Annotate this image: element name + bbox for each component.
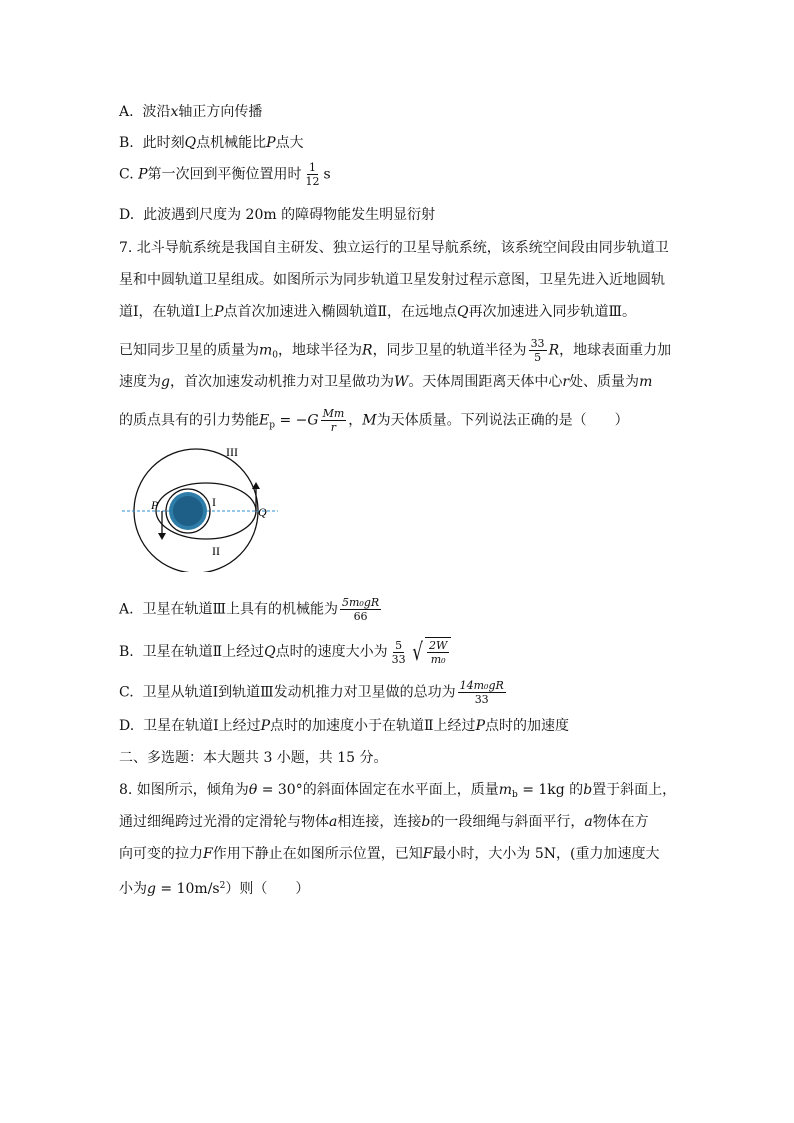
fraction-numerator: 5 (395, 638, 403, 652)
q8-stem-line-4 (119, 876, 309, 899)
fraction-denominator: 33 (391, 652, 406, 666)
text: = − (275, 412, 308, 429)
text: ， (348, 412, 363, 429)
fraction (458, 679, 506, 706)
text: 作用下静止在如图所示位置，已知 (212, 846, 423, 862)
option-text: 卫星在轨道Ⅲ上具有的机械能为 (142, 601, 338, 618)
fraction-denominator: 5 (534, 351, 542, 364)
text: 点首次加速进入椭圆轨道Ⅱ，在远地点 (223, 304, 457, 320)
fraction-numerator: 33 (530, 337, 545, 350)
text: ，地球半径为 (278, 342, 363, 359)
variable: F (203, 846, 213, 862)
text: ，地球表面重力加 (559, 342, 672, 359)
option-text: 卫星在轨道Ⅰ上经过 (143, 718, 261, 734)
option-text: 点时的速度大小为 (275, 644, 388, 660)
variable: P (138, 166, 148, 183)
text: 处、质量为 (569, 374, 640, 390)
variable: m (259, 342, 273, 359)
variable: G (307, 412, 319, 429)
option-text: 点时的加速度 (484, 718, 569, 734)
q6-option-d (119, 205, 435, 225)
text: 的一段细绳与斜面平行， (430, 814, 585, 830)
option-text: 卫星从轨道Ⅰ到轨道Ⅲ发动机推力对卫星做的总功为 (142, 684, 456, 701)
text: ，首次加速发动机推力对卫星做功为 (169, 374, 394, 390)
text: 8. 如图所示，倾角为 (119, 782, 249, 798)
option-label: C. (119, 684, 134, 701)
text: 道Ⅰ，在轨道Ⅰ上 (119, 304, 215, 320)
fraction-numerator: Mm (322, 407, 345, 420)
variable: Q (184, 135, 197, 151)
variable: a (584, 814, 593, 830)
text: 相连接，连接 (337, 814, 422, 830)
variable: g (161, 374, 170, 390)
label-III: III (226, 445, 238, 459)
unit: s (323, 166, 331, 183)
q7-stem-line-4 (119, 337, 671, 366)
section-heading: 二、多选题：本大题共 3 小题，共 15 分。 (119, 750, 388, 766)
fraction (340, 596, 381, 623)
q7-option-b (119, 637, 451, 667)
text: 速度为 (119, 374, 161, 390)
q7-stem-line-2: 星和中圆轨道卫星组成。如图所示为同步轨道卫星发射过程示意图，卫星先进入近地圆轨 (119, 272, 665, 288)
subscript: p (269, 420, 275, 431)
radical-icon: √ (411, 638, 423, 666)
text: 。天体周围距离天体中心 (408, 374, 563, 390)
q7-option-a (119, 596, 383, 623)
variable: Q (264, 644, 276, 660)
option-label: D. (119, 718, 135, 734)
superscript: 2 (219, 881, 226, 891)
text: = 10m/s (155, 881, 220, 897)
text: 小为 (119, 881, 147, 897)
option-label: B. (119, 135, 134, 151)
text: 最小时，大小为 5N，(重力加速度大 (432, 846, 660, 862)
q6-option-c (119, 161, 331, 188)
square-root (410, 637, 452, 667)
orbit-diagram (118, 440, 290, 572)
variable: g (147, 881, 156, 897)
text: = 30°的斜面体固定在水平面上，质量 (257, 782, 499, 798)
text: 为天体质量。下列说法正确的是（ ） (376, 412, 629, 429)
option-text: 第一次回到平衡位置用时 (147, 166, 302, 183)
option-label: B. (119, 644, 134, 660)
fraction-numerator: 2W (428, 639, 448, 652)
text: = 1kg 的 (517, 782, 584, 798)
variable: W (393, 374, 409, 390)
q7-stem-line-3 (119, 302, 636, 322)
q7-stem-line-6 (119, 407, 629, 436)
variable: r (562, 374, 570, 390)
variable: P (214, 304, 224, 320)
q8-stem-line-2 (119, 812, 649, 832)
label-P: P (151, 498, 159, 512)
option-text: 波沿 (142, 104, 171, 120)
fraction (529, 337, 547, 364)
variable: m (639, 374, 653, 390)
fraction-numerator: 5m₀gR (341, 596, 380, 609)
fraction-denominator: 33 (474, 693, 489, 706)
q7-option-c (119, 679, 508, 706)
fraction-denominator: m₀ (430, 653, 446, 666)
variable: R (362, 342, 373, 359)
earth-core (173, 496, 203, 526)
q6-option-b (119, 133, 304, 153)
option-label: A. (119, 104, 134, 120)
option-text: 点机械能比 (196, 135, 267, 151)
subscript: 0 (272, 350, 279, 361)
variable: Q (457, 304, 469, 320)
label-I: I (212, 495, 216, 509)
text: 再次加速进入同步轨道Ⅲ。 (468, 304, 636, 320)
variable: M (362, 412, 377, 429)
variable: b (583, 782, 593, 798)
variable: F (422, 846, 433, 862)
variable: θ (248, 782, 258, 798)
fraction-denominator: 66 (353, 610, 368, 623)
option-text: 点时的加速度小于在轨道Ⅱ上经过 (270, 718, 476, 734)
text: ）则（ ） (225, 881, 310, 897)
subscript: b (511, 790, 518, 800)
option-text: 此时刻 (142, 135, 185, 151)
variable: P (266, 135, 276, 151)
text: 通过细绳跨过光滑的定滑轮与物体 (119, 814, 329, 830)
fraction-denominator: 12 (305, 175, 320, 188)
q7-stem-line-1: 7. 北斗导航系统是我国自主研发、独立运行的卫星导航系统，该系统空间段由同步轨道卫 (119, 240, 669, 256)
variable: x (170, 104, 179, 120)
variable: E (259, 412, 270, 429)
fraction-numerator: 1 (309, 161, 317, 174)
arrowhead-P (158, 533, 166, 540)
variable: P (475, 718, 485, 734)
variable: P (260, 718, 271, 734)
fraction-numerator: 14m₀gR (459, 679, 504, 692)
text: 向可变的拉力 (119, 846, 203, 862)
q7-option-d (119, 716, 569, 736)
option-label: A. (119, 601, 134, 618)
fraction (304, 161, 322, 188)
variable: b (421, 814, 431, 830)
fraction (390, 639, 408, 666)
label-Q: Q (258, 505, 267, 519)
option-label: C. (119, 166, 134, 183)
variable: a (329, 814, 338, 830)
text: ，同步卫星的轨道半径为 (372, 342, 527, 359)
q8-stem-line-3 (119, 844, 660, 864)
label-II: II (212, 544, 220, 558)
variable: R (548, 342, 560, 359)
text: 置于斜面上， (592, 782, 677, 798)
text: 的质点具有的引力势能 (119, 412, 259, 429)
fraction (321, 407, 347, 434)
variable: m (498, 782, 512, 798)
fraction (427, 639, 449, 666)
option-text: 此波遇到尺度为 20m 的障碍物能发生明显衍射 (143, 207, 436, 223)
q8-stem-line-1 (119, 780, 676, 805)
option-label: D. (119, 207, 135, 223)
q7-stem-line-5 (119, 372, 652, 392)
q6-option-a (119, 102, 262, 122)
option-text: 点大 (275, 135, 304, 151)
text: 物体在方 (592, 814, 649, 830)
option-text: 轴正方向传播 (178, 104, 263, 120)
option-text: 卫星在轨道Ⅱ上经过 (142, 644, 265, 660)
fraction-denominator: r (330, 421, 337, 434)
text: 已知同步卫星的质量为 (119, 342, 259, 359)
